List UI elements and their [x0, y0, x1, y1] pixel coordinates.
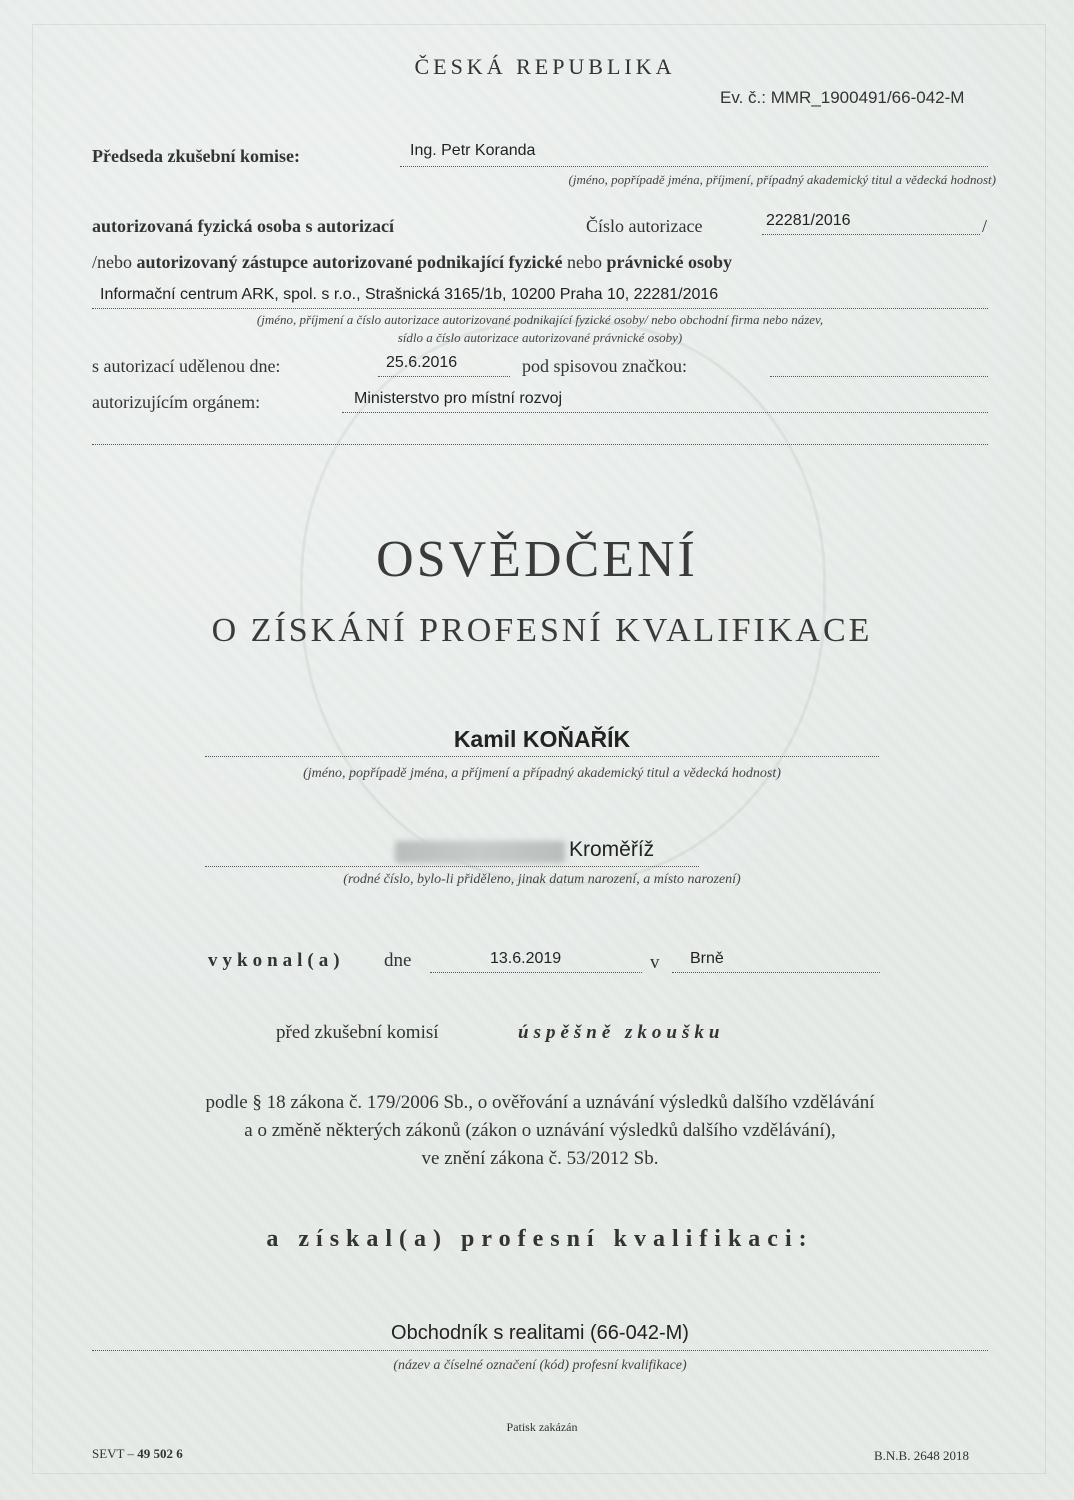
company-line	[92, 286, 988, 309]
sevt-number: 49 502 6	[137, 1446, 183, 1461]
evidence-number	[720, 88, 964, 108]
company-hint-2: sídlo a číslo autorizace autorizované právnické osoby)	[397, 330, 683, 345]
place-label: v	[650, 952, 660, 973]
authorization-slash: /	[982, 216, 988, 236]
blank-line	[92, 426, 988, 445]
law-line-3: ve znění zákona č. 53/2012 Sb.	[421, 1148, 659, 1169]
exam-date: 13.6.2019	[490, 950, 562, 967]
chair-label: Předseda zkušební komise:	[92, 146, 301, 166]
file-line	[770, 354, 988, 377]
authorization-number: 22281/2016	[766, 212, 851, 229]
acquired-label: a získal(a) profesní kvalifikaci:	[266, 1226, 814, 1252]
ev-value: MMR_1900491/66-042-M	[770, 88, 965, 107]
qualification-name: Obchodník s realitami (66-042-M)	[391, 1322, 689, 1344]
redacted-birth-number	[395, 841, 565, 863]
granted-label: s autorizací udělenou dne:	[92, 356, 281, 376]
granted-date: 25.6.2016	[386, 354, 458, 371]
law-line-1: podle § 18 zákona č. 179/2006 Sb., o ověřování a uznávání výsledků dalšího vzdělávání	[205, 1092, 875, 1113]
birth-line	[205, 838, 699, 867]
or-prefix: /nebo	[92, 252, 132, 272]
exam-place-line	[672, 950, 880, 973]
authority-name: Ministerstvo pro místní rozvoj	[354, 390, 563, 407]
chair-line	[400, 142, 988, 167]
chair-name: Ing. Petr Koranda	[410, 142, 536, 159]
granted-date-line	[378, 354, 510, 377]
sevt-code	[92, 1446, 183, 1462]
performed-label: vykonal(a)	[208, 950, 345, 971]
before-label: před zkušební komisí	[276, 1022, 439, 1043]
company-name: Informační centrum ARK, spol. s r.o., Strašnická 3165/1b, 10200 Praha 10, 22281/2016	[100, 286, 719, 303]
law-line-2: a o změně některých zákonů (zákon o uznávání výsledků dalšího vzdělávání),	[244, 1120, 836, 1141]
birth-hint: (rodné číslo, bylo-li přiděleno, jinak datum narození, a místo narození)	[343, 872, 741, 887]
sevt-prefix: SEVT –	[92, 1446, 135, 1461]
authority-line	[342, 390, 988, 413]
representative-line	[92, 252, 732, 273]
authorized-label: autorizovaná fyzická osoba s autorizací	[92, 216, 394, 236]
exam-date-line	[430, 950, 642, 973]
qualification-line	[92, 1322, 988, 1351]
bnb-code: B.N.B. 2648 2018	[874, 1448, 969, 1463]
or-bold: autorizovaný zástupce autorizované podnikající fyzické	[136, 252, 563, 272]
date-label: dne	[384, 950, 412, 971]
ev-label: Ev. č.:	[720, 88, 766, 107]
holder-name-hint: (jméno, popřípadě jména, a příjmení a případný akademický titul a vědecká hodnost)	[303, 766, 781, 781]
authorization-number-label: Číslo autorizace	[586, 216, 703, 236]
holder-name-line	[205, 726, 879, 757]
country-heading: ČESKÁ REPUBLIKA	[414, 54, 676, 79]
chair-hint: (jméno, popřípadě jména, příjmení, případný akademický titul a vědecká hodnost)	[568, 172, 996, 187]
reprint-notice: Patisk zakázán	[506, 1420, 578, 1434]
or-end: právnické osoby	[606, 252, 733, 272]
result-label: úspěšně zkoušku	[518, 1022, 725, 1043]
birthplace: Kroměříž	[569, 838, 655, 861]
file-label: pod spisovou značkou:	[522, 356, 687, 376]
or-mid: nebo	[566, 252, 602, 272]
qualification-hint: (název a číselné označení (kód) profesní kvalifikace)	[393, 1358, 687, 1373]
authority-label: autorizujícím orgánem:	[92, 392, 261, 412]
exam-place: Brně	[690, 950, 724, 967]
holder-name: Kamil KOŇAŘÍK	[453, 726, 631, 752]
title-sub: O ZÍSKÁNÍ PROFESNÍ KVALIFIKACE	[211, 612, 873, 649]
company-hint-1: (jméno, příjmení a číslo autorizace autorizované podnikající fyzické osoby/ nebo obchodní firma nebo název,	[256, 312, 824, 327]
title-main: OSVĚDČENÍ	[376, 531, 698, 588]
authorization-number-line	[762, 212, 980, 235]
